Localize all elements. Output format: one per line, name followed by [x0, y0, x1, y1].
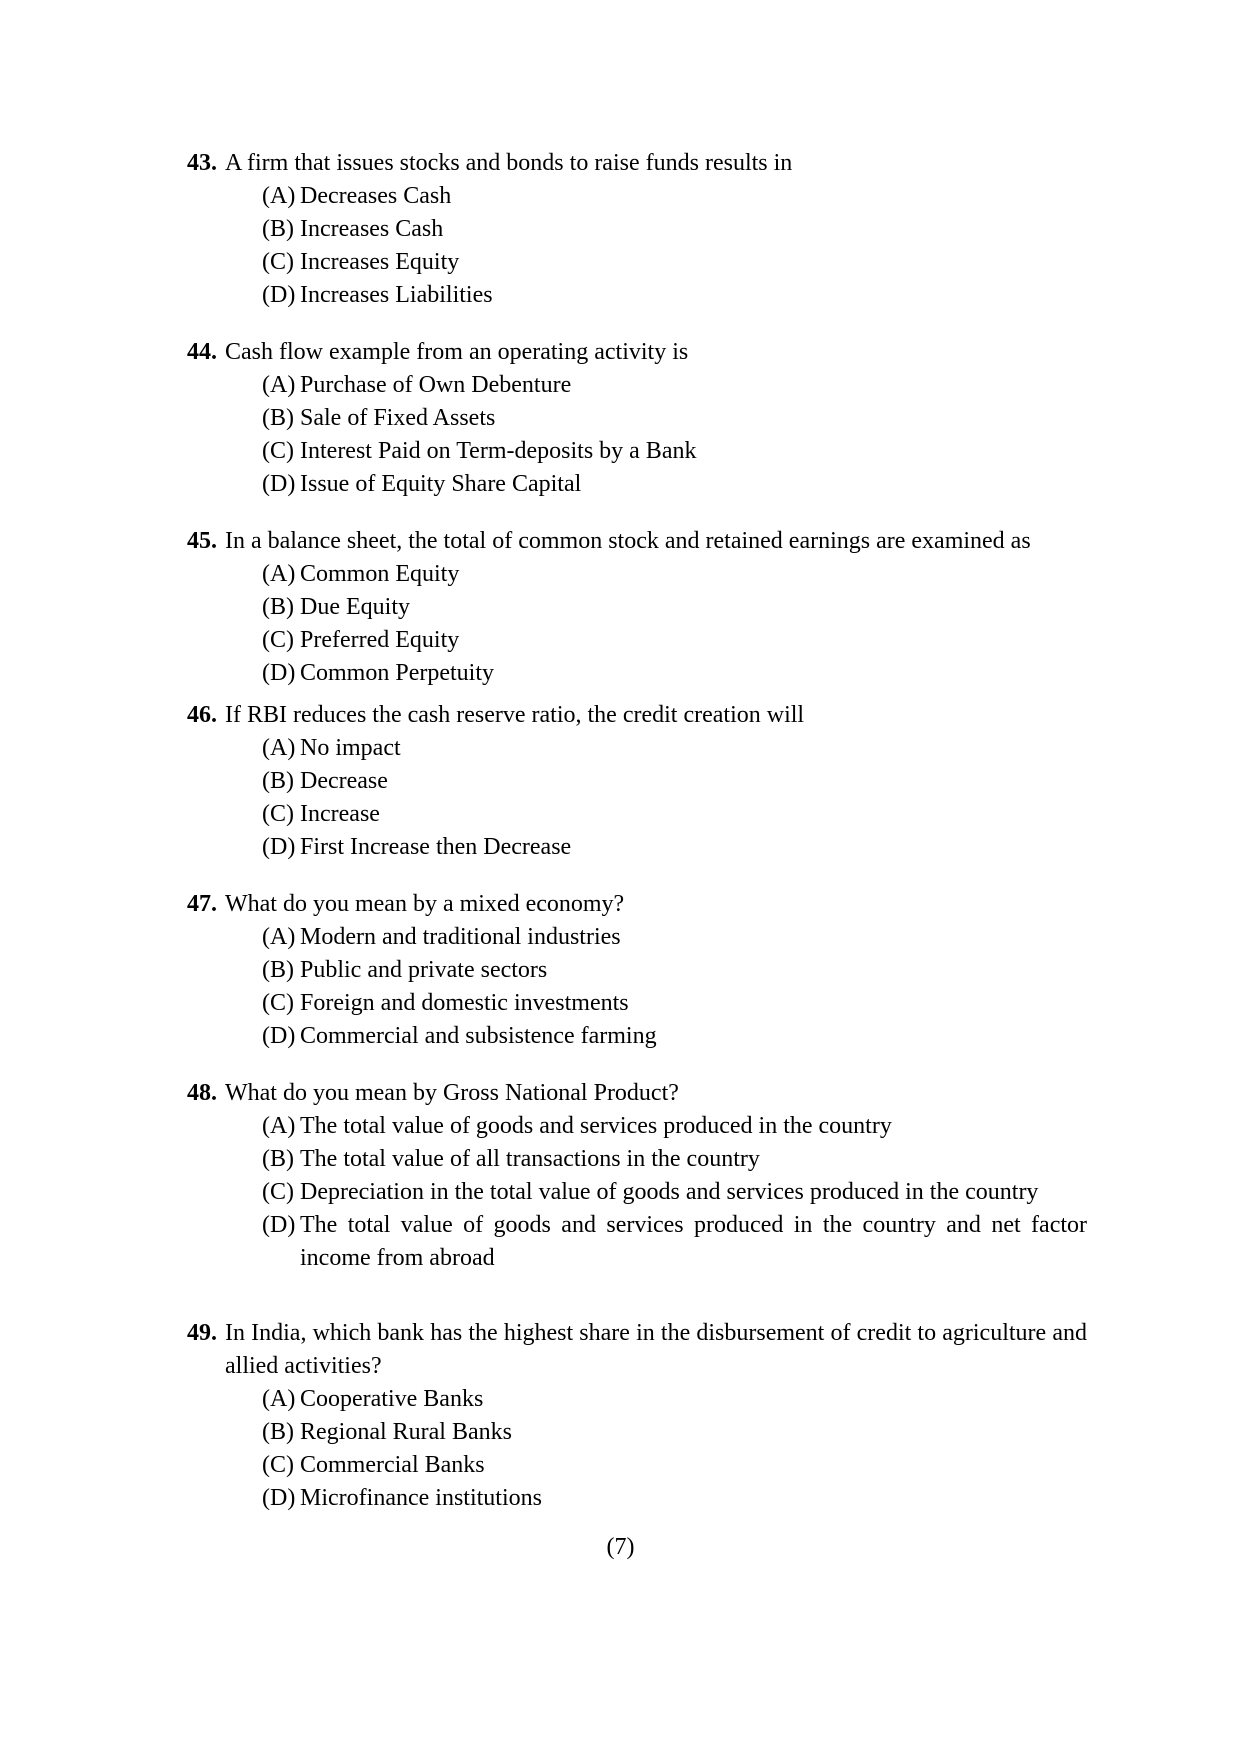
option-b	[187, 954, 1087, 987]
option-label: (B)	[262, 1419, 294, 1445]
option-text: Cooperative Banks	[300, 1386, 484, 1412]
option-text: Purchase of Own Debenture	[300, 372, 572, 398]
question-43	[187, 147, 1087, 312]
question-stem	[187, 699, 1087, 732]
option-c	[187, 987, 1087, 1020]
option-a	[187, 180, 1087, 213]
question-stem	[187, 525, 1087, 558]
option-text: Due Equity	[300, 594, 410, 620]
option-label: (A)	[262, 924, 296, 950]
option-list	[187, 1110, 1087, 1275]
option-text: Public and private sectors	[300, 957, 548, 983]
option-text: Sale of Fixed Assets	[300, 405, 496, 431]
option-label: (A)	[262, 372, 296, 398]
option-text: Decreases Cash	[300, 183, 452, 209]
option-text: Issue of Equity Share Capital	[300, 471, 582, 497]
question-stem	[187, 1317, 1087, 1383]
option-text: Depreciation in the total value of goods and services produced in the country	[300, 1179, 1039, 1205]
option-list	[187, 369, 1087, 501]
option-text: Increases Equity	[300, 249, 460, 275]
option-text: Preferred Equity	[300, 627, 460, 653]
option-a	[187, 369, 1087, 402]
option-label: (A)	[262, 561, 296, 587]
option-d	[187, 657, 1087, 690]
option-label: (C)	[262, 990, 294, 1016]
option-label: (D)	[262, 1023, 296, 1049]
option-text: Microfinance institutions	[300, 1485, 542, 1511]
option-d	[187, 279, 1087, 312]
question-text: In India, which bank has the highest share in the disbursement of credit to agriculture and allied activities?	[225, 1320, 1087, 1379]
option-a	[187, 921, 1087, 954]
option-text: Decrease	[300, 768, 388, 794]
option-label: (A)	[262, 183, 296, 209]
option-a	[187, 732, 1087, 765]
option-label: (C)	[262, 801, 294, 827]
question-number: 43.	[187, 150, 217, 176]
question-text: What do you mean by a mixed economy?	[225, 891, 625, 917]
question-number: 49.	[187, 1320, 217, 1346]
question-text: A firm that issues stocks and bonds to raise funds results in	[225, 150, 793, 176]
option-label: (D)	[262, 834, 296, 860]
option-label: (D)	[262, 282, 296, 308]
option-label: (C)	[262, 1452, 294, 1478]
option-text: Common Equity	[300, 561, 460, 587]
option-text: Common Perpetuity	[300, 660, 494, 686]
option-label: (B)	[262, 405, 294, 431]
option-label: (C)	[262, 627, 294, 653]
option-text: The total value of goods and services produced in the country	[300, 1113, 892, 1139]
option-a	[187, 558, 1087, 591]
question-44	[187, 336, 1087, 501]
option-c	[187, 624, 1087, 657]
question-stem	[187, 1077, 1087, 1110]
option-text: Foreign and domestic investments	[300, 990, 629, 1016]
option-label: (D)	[262, 1485, 296, 1511]
option-label: (D)	[262, 1212, 296, 1238]
page-number: (7)	[606, 1534, 635, 1560]
option-text: Commercial and subsistence farming	[300, 1023, 657, 1049]
option-list	[187, 1383, 1087, 1515]
question-text: If RBI reduces the cash reserve ratio, the credit creation will	[225, 702, 805, 728]
option-label: (C)	[262, 1179, 294, 1205]
option-list	[187, 180, 1087, 312]
option-label: (B)	[262, 594, 294, 620]
option-b	[187, 1416, 1087, 1449]
option-label: (A)	[262, 735, 296, 761]
option-label: (A)	[262, 1113, 296, 1139]
option-c	[187, 1449, 1087, 1482]
option-c	[187, 798, 1087, 831]
option-d	[187, 1020, 1087, 1053]
option-d	[187, 831, 1087, 864]
option-b	[187, 213, 1087, 246]
option-text: The total value of all transactions in the country	[300, 1146, 760, 1172]
question-text: In a balance sheet, the total of common stock and retained earnings are examined as	[225, 528, 1031, 554]
option-text: First Increase then Decrease	[300, 834, 572, 860]
question-46	[187, 699, 1087, 864]
question-number: 45.	[187, 528, 217, 554]
option-label: (D)	[262, 471, 296, 497]
option-c	[187, 435, 1087, 468]
option-c	[187, 1176, 1087, 1209]
option-a	[187, 1383, 1087, 1416]
question-stem	[187, 336, 1087, 369]
option-text: Increase	[300, 801, 380, 827]
question-text: What do you mean by Gross National Product?	[225, 1080, 679, 1106]
option-label: (C)	[262, 438, 294, 464]
option-label: (B)	[262, 957, 294, 983]
option-text: The total value of goods and services produced in the country and net factor income from abroad	[300, 1212, 1087, 1271]
option-c	[187, 246, 1087, 279]
option-b	[187, 402, 1087, 435]
question-47	[187, 888, 1087, 1053]
option-label: (C)	[262, 249, 294, 275]
option-text: Increases Cash	[300, 216, 444, 242]
option-d	[187, 468, 1087, 501]
question-number: 46.	[187, 702, 217, 728]
question-stem	[187, 147, 1087, 180]
option-text: Regional Rural Banks	[300, 1419, 512, 1445]
option-b	[187, 1143, 1087, 1176]
option-list	[187, 921, 1087, 1053]
option-text: No impact	[300, 735, 401, 761]
question-number: 47.	[187, 891, 217, 917]
question-45	[187, 525, 1087, 690]
question-48	[187, 1077, 1087, 1275]
option-b	[187, 591, 1087, 624]
question-text: Cash flow example from an operating activity is	[225, 339, 689, 365]
option-d	[187, 1209, 1087, 1275]
question-stem	[187, 888, 1087, 921]
option-d	[187, 1482, 1087, 1515]
option-text: Commercial Banks	[300, 1452, 485, 1478]
question-49	[187, 1317, 1087, 1515]
option-label: (B)	[262, 216, 294, 242]
option-label: (D)	[262, 660, 296, 686]
question-number: 48.	[187, 1080, 217, 1106]
question-number: 44.	[187, 339, 217, 365]
option-list	[187, 558, 1087, 690]
option-b	[187, 765, 1087, 798]
option-list	[187, 732, 1087, 864]
option-text: Interest Paid on Term-deposits by a Bank	[300, 438, 697, 464]
option-a	[187, 1110, 1087, 1143]
option-label: (B)	[262, 768, 294, 794]
option-text: Modern and traditional industries	[300, 924, 621, 950]
option-text: Increases Liabilities	[300, 282, 493, 308]
option-label: (B)	[262, 1146, 294, 1172]
option-label: (A)	[262, 1386, 296, 1412]
